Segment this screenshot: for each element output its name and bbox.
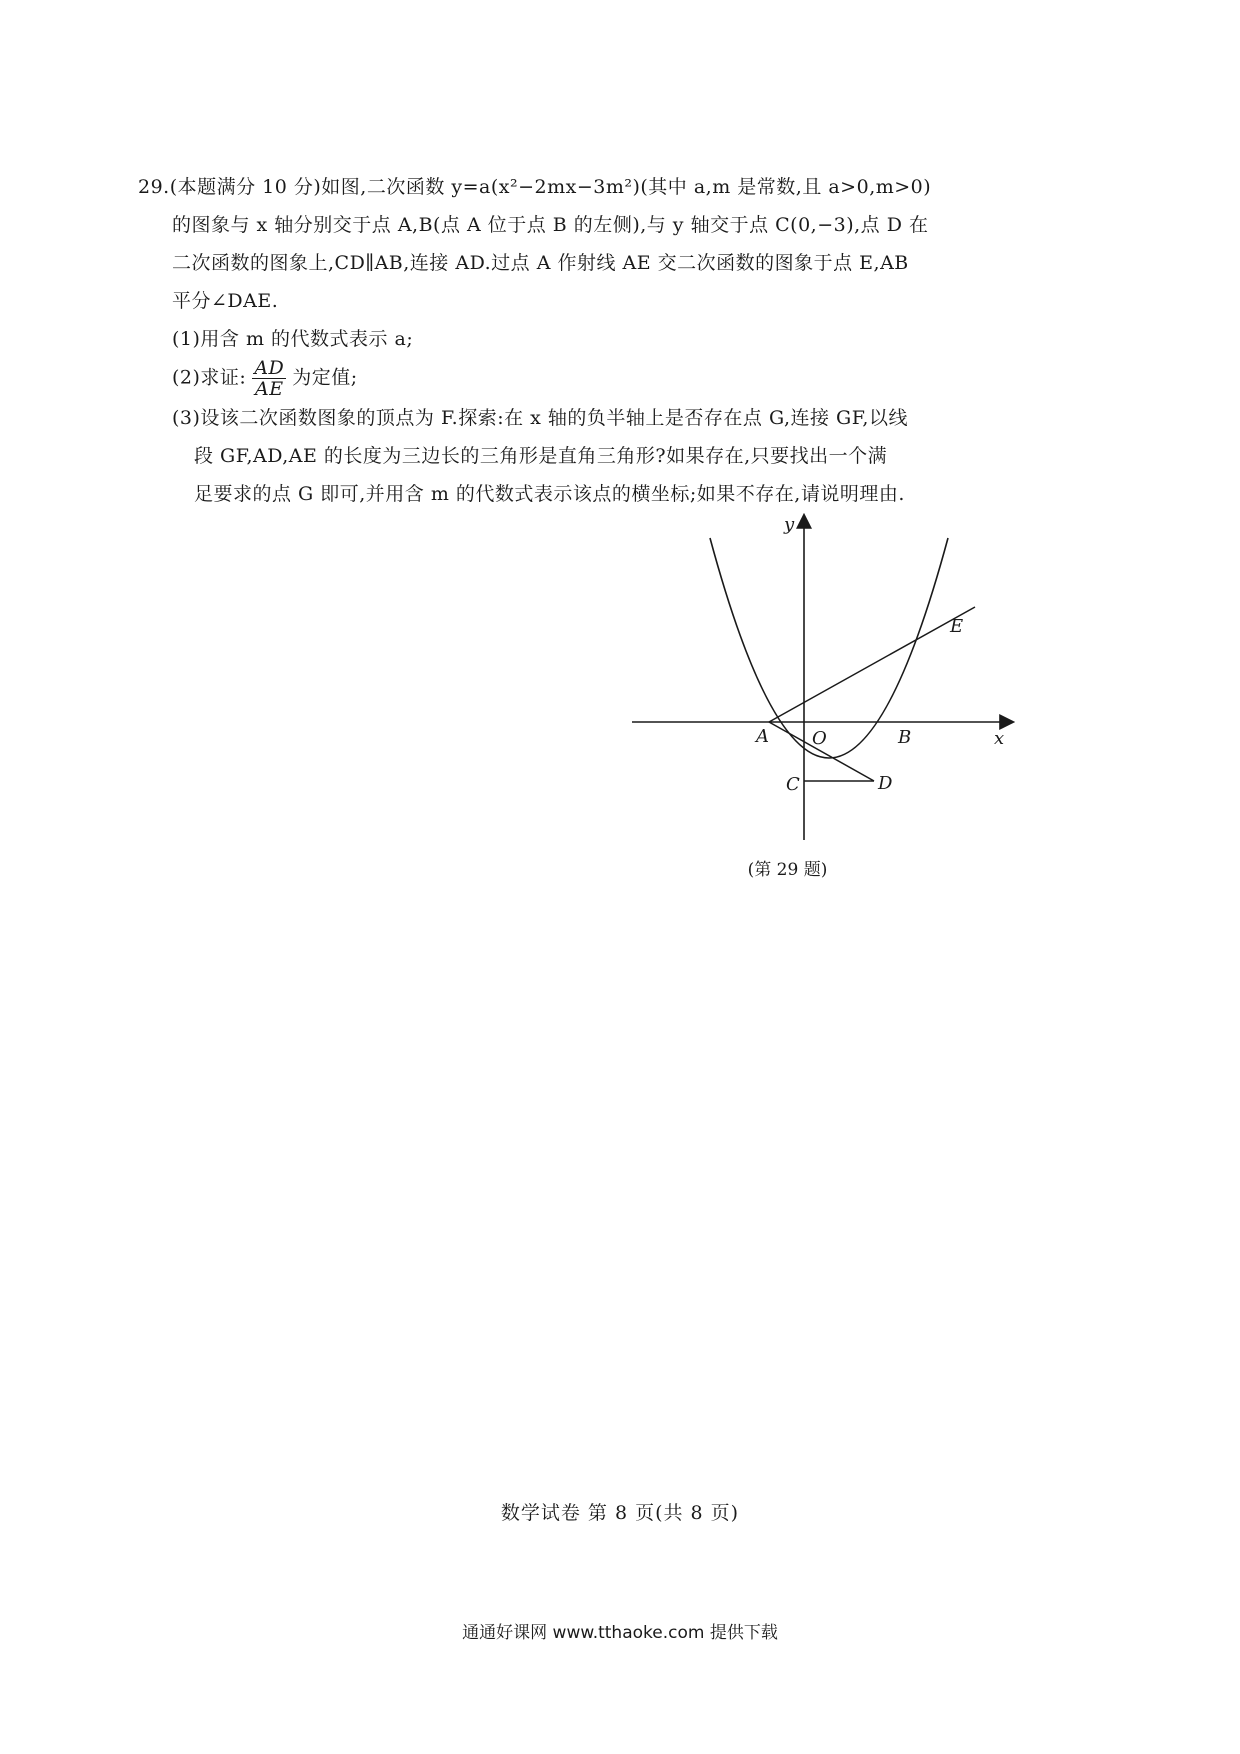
problem-29 xyxy=(138,168,1028,513)
part-2-suffix: 为定值; xyxy=(292,366,358,389)
part-2 xyxy=(138,358,1028,399)
label-b: B xyxy=(898,727,912,748)
problem-line-4: 平分∠DAE. xyxy=(172,290,279,312)
problem-line-1: 29.(本题满分 10 分)如图,二次函数 y=a(x²−2mx−3m²)(其中 a,m 是常数,且 a>0,m>0) xyxy=(138,176,932,198)
label-x: x xyxy=(994,728,1005,749)
watermark-text: 通通好课网 www.tthaoke.com 提供下载 xyxy=(462,1623,778,1643)
part-3-line-2: 段 GF,AD,AE 的长度为三边长的三角形是直角三角形?如果存在,只要找出一个满 xyxy=(194,445,888,467)
label-c: C xyxy=(786,774,800,795)
ratio-fraction xyxy=(252,358,286,399)
fraction-denominator: AE xyxy=(255,378,284,400)
part-2-prefix: (2)求证: xyxy=(172,366,247,389)
page-footer: 数学试卷 第 8 页(共 8 页) xyxy=(500,1502,740,1524)
figure-caption: (第 29 题) xyxy=(747,860,828,880)
parabola-diagram xyxy=(620,510,1020,850)
fraction-numerator: AD xyxy=(254,357,285,379)
part-3-line-1: (3)设该二次函数图象的顶点为 F.探索:在 x 轴的负半轴上是否存在点 G,连接 GF,以线 xyxy=(172,407,908,429)
label-y: y xyxy=(784,514,795,535)
part-3-line-3: 足要求的点 G 即可,并用含 m 的代数式表示该点的横坐标;如果不存在,请说明理由. xyxy=(194,483,905,505)
part-1: (1)用含 m 的代数式表示 a; xyxy=(172,328,414,350)
parabola-curve xyxy=(710,538,948,758)
problem-line-2: 的图象与 x 轴分别交于点 A,B(点 A 位于点 B 的左侧),与 y 轴交于点 C(0,−3),点 D 在 xyxy=(172,214,929,236)
label-e: E xyxy=(950,616,964,637)
label-d: D xyxy=(878,773,893,794)
label-o: O xyxy=(812,728,827,749)
ray-ae xyxy=(769,607,975,722)
label-a: A xyxy=(756,726,769,747)
problem-line-3: 二次函数的图象上,CD∥AB,连接 AD.过点 A 作射线 AE 交二次函数的图象于点 E,AB xyxy=(172,252,909,274)
figure-29 xyxy=(620,510,1020,880)
